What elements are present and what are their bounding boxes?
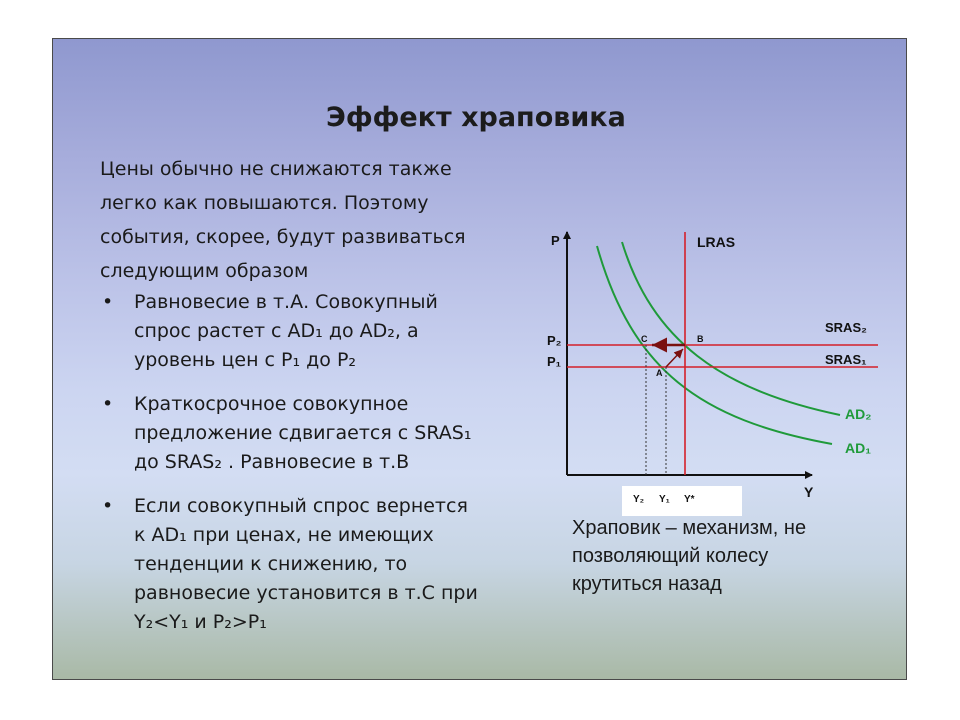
sras2-label: SRAS₂ (825, 320, 867, 335)
bullet-line: предложение сдвигается с SRAS₁ (134, 422, 472, 444)
caption-line: Храповик – механизм, не (572, 517, 807, 539)
p1-label: P₁ (547, 354, 562, 369)
ad2-curve (622, 242, 840, 415)
ad1-label: AD₁ (845, 440, 872, 456)
bullet-line: уровень цен с P₁ до P₂ (134, 349, 357, 371)
slide-title: Эффект храповика (326, 102, 626, 133)
intro-line: события, скорее, будут развиваться (100, 226, 466, 248)
y1-label: Y₁ (659, 494, 670, 505)
bullet-line: Y₂<Y₁ и P₂>P₁ (134, 611, 267, 633)
bullet-line: равновесие установится в т.С при (134, 582, 478, 604)
bullet-line: Равновесие в т.А. Совокупный (134, 291, 438, 313)
caption (572, 514, 892, 598)
ad2-label: AD₂ (845, 406, 872, 422)
p2-label: P₂ (547, 333, 562, 348)
bullet-line: к AD₁ при ценах, не имеющих (134, 524, 434, 546)
sras1-label: SRAS₁ (825, 352, 867, 367)
bullet-line: Если совокупный спрос вернется (134, 495, 468, 517)
bullet-line: спрос растет с AD₁ до AD₂, а (134, 320, 419, 342)
intro-line: Цены обычно не снижаются также (100, 158, 452, 180)
point-b-label: B (697, 334, 704, 344)
caption-line: позволяющий колесу (572, 545, 769, 567)
point-a-label: A (656, 368, 663, 378)
bullet-icon: • (102, 495, 114, 517)
bullet-icon: • (102, 291, 114, 313)
bullet-icon: • (102, 393, 114, 415)
intro-line: следующим образом (100, 260, 309, 282)
ystar-label: Y* (684, 494, 695, 505)
output-axis-label: Y (804, 484, 814, 500)
arrow-a-to-b (666, 349, 683, 367)
point-c-label: C (641, 334, 648, 344)
price-axis-label: P (551, 233, 560, 248)
bullet-line: тенденции к снижению, то (134, 553, 408, 575)
lras-label: LRAS (697, 234, 736, 250)
caption-line: крутиться назад (572, 573, 722, 595)
y2-label: Y₂ (633, 494, 645, 505)
bullet-line: Краткосрочное совокупное (134, 393, 409, 415)
bullet-line: до SRAS₂ . Равновесие в т.В (134, 451, 410, 473)
intro-line: легко как повышаются. Поэтому (100, 192, 429, 214)
